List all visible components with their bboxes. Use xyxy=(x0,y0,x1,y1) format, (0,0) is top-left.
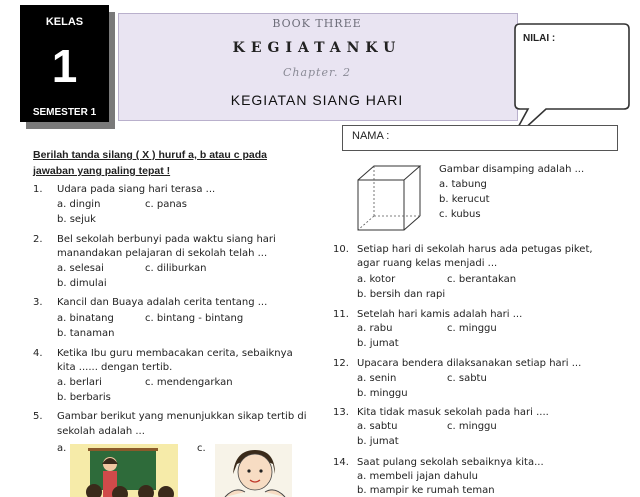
q5-number: 5. xyxy=(33,411,43,422)
q10-text-line2: agar ruang kelas menjadi ... xyxy=(357,258,498,269)
q11-option-a[interactable]: a. rabu xyxy=(357,323,393,334)
q14-option-b[interactable]: b. mampir ke rumah teman xyxy=(357,485,495,496)
q10-option-b[interactable]: b. bersih dan rapi xyxy=(357,289,446,300)
student-illustration xyxy=(215,444,292,497)
instruction-line-2: jawaban yang paling tepat ! xyxy=(33,165,171,177)
q1-option-b[interactable]: b. sejuk xyxy=(57,214,96,225)
q4-text-line2: kita ...... dengan tertib. xyxy=(57,362,173,373)
q13-option-a[interactable]: a. sabtu xyxy=(357,421,398,432)
page-subtitle: KEGIATAN SIANG HARI xyxy=(230,92,404,108)
q14-text: Saat pulang sekolah sebaiknya kita... xyxy=(357,457,544,468)
q3-text: Kancil dan Buaya adalah cerita tentang ... xyxy=(57,297,268,308)
q13-option-c[interactable]: c. minggu xyxy=(447,421,497,432)
q1-option-c[interactable]: c. panas xyxy=(145,199,188,210)
q11-option-c[interactable]: c. minggu xyxy=(447,323,497,334)
q13-option-b[interactable]: b. jumat xyxy=(357,436,399,447)
chapter-label: Chapter. 2 xyxy=(282,66,352,79)
q4-number: 4. xyxy=(33,348,43,359)
q5-option-c[interactable]: c. xyxy=(197,443,206,454)
q4-option-c[interactable]: c. mendengarkan xyxy=(145,377,233,388)
q3-number: 3. xyxy=(33,297,43,308)
q10-option-a[interactable]: a. kotor xyxy=(357,274,396,285)
q2-option-c[interactable]: c. diliburkan xyxy=(145,263,207,274)
q5-option-a[interactable]: a. xyxy=(57,443,67,454)
q9-text: Gambar disamping adalah ... xyxy=(439,164,585,175)
q9-option-a[interactable]: a. tabung xyxy=(439,179,487,190)
q4-text-line1: Ketika Ibu guru membacakan cerita, sebaiknya xyxy=(57,348,293,359)
q10-number: 10. xyxy=(333,244,349,255)
q1-option-a[interactable]: a. dingin xyxy=(57,199,101,210)
q4-option-b[interactable]: b. berbaris xyxy=(57,392,111,403)
q10-text-line1: Setiap hari di sekolah harus ada petugas piket, xyxy=(357,244,593,255)
q3-option-b[interactable]: b. tanaman xyxy=(57,328,115,339)
q11-number: 11. xyxy=(333,309,349,320)
q11-text: Setelah hari kamis adalah hari ... xyxy=(357,309,523,320)
q14-number: 14. xyxy=(333,457,349,468)
instruction-line-1: Berilah tanda silang ( X ) huruf a, b atau c pada xyxy=(33,149,267,161)
score-label: NILAI : xyxy=(523,33,556,44)
q1-text: Udara pada siang hari terasa ... xyxy=(57,184,216,195)
q12-number: 12. xyxy=(333,358,349,369)
q14-option-a[interactable]: a. membeli jajan dahulu xyxy=(357,471,478,482)
book-label: BOOK THREE xyxy=(272,17,362,30)
q4-option-a[interactable]: a. berlari xyxy=(57,377,102,388)
q3-option-c[interactable]: c. bintang - bintang xyxy=(145,313,244,324)
q9-option-c[interactable]: c. kubus xyxy=(439,209,481,220)
cube-illustration xyxy=(352,162,422,237)
q2-text-line1: Bel sekolah berbunyi pada waktu siang hari xyxy=(57,234,276,245)
q12-text: Upacara bendera dilaksanakan setiap hari ... xyxy=(357,358,582,369)
q12-option-c[interactable]: c. sabtu xyxy=(447,373,487,384)
semester-label: SEMESTER 1 xyxy=(32,107,97,118)
classroom-illustration xyxy=(70,444,178,497)
q5-text-line1: Gambar berikut yang menunjukkan sikap tertib di xyxy=(57,411,307,422)
q3-option-a[interactable]: a. binatang xyxy=(57,313,114,324)
page-title: KEGIATANKU xyxy=(232,40,402,56)
q12-option-a[interactable]: a. senin xyxy=(357,373,397,384)
q1-number: 1. xyxy=(33,184,43,195)
q13-number: 13. xyxy=(333,407,349,418)
q5-text-line2: sekolah adalah ... xyxy=(57,426,145,437)
name-label: NAMA : xyxy=(352,130,390,142)
q10-option-c[interactable]: c. berantakan xyxy=(447,274,517,285)
class-label: KELAS xyxy=(45,16,84,28)
class-number: 1 xyxy=(51,40,78,92)
q2-option-b[interactable]: b. dimulai xyxy=(57,278,107,289)
q12-option-b[interactable]: b. minggu xyxy=(357,388,408,399)
q2-text-line2: manandakan pelajaran di sekolah telah ... xyxy=(57,248,268,259)
q13-text: Kita tidak masuk sekolah pada hari .... xyxy=(357,407,549,418)
q2-option-a[interactable]: a. selesai xyxy=(57,263,104,274)
class-box xyxy=(20,5,109,122)
q11-option-b[interactable]: b. jumat xyxy=(357,338,399,349)
q9-option-b[interactable]: b. kerucut xyxy=(439,194,490,205)
q2-number: 2. xyxy=(33,234,43,245)
